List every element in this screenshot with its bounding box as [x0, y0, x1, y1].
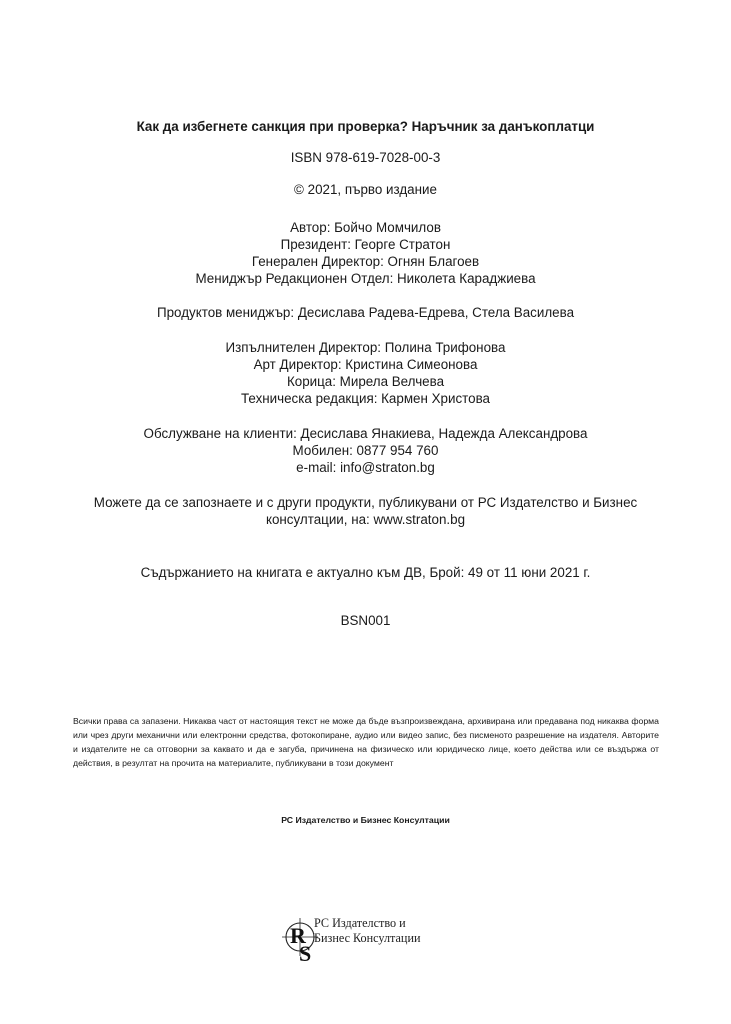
- book-title: Как да избегнете санкция при проверка? Наръчник за данъкоплатци: [136, 119, 595, 134]
- credit-president: Президент: Георге Стратон: [280, 237, 451, 252]
- email: e-mail: info@straton.bg: [296, 460, 435, 475]
- edition: © 2021, първо издание: [294, 182, 437, 197]
- rights-notice: Всички права са запазени. Никаква част от настоящия текст не може да бъде възпроизвеждана, архивирана или предавана под никаква форма или чрез други механични или електронни средства, фотокопиране, аудио или видео запис, без писменото разрешение на издателя. Авторите и издателите не са отговорни за каквато и да е загуба, причинена на физическо или юридическо лице, което действа или се въздържа от действия, в резултат на прочита на материалите, публикувани в този документ: [73, 716, 659, 768]
- credit-technical-editing: Техническа редакция: Кармен Христова: [240, 391, 490, 406]
- logo-line-2: Бизнес Консултации: [314, 931, 421, 945]
- credit-author: Автор: Бойчо Момчилов: [290, 220, 441, 235]
- svg-text:S: S: [299, 941, 312, 966]
- credit-cover: Корица: Мирела Велчева: [286, 374, 445, 389]
- credit-executive-director: Изпълнителен Директор: Полина Трифонова: [225, 340, 506, 355]
- product-managers: Продуктов мениджър: Десислава Радева-Едрева, Стела Василева: [156, 305, 575, 320]
- mobile-phone: Мобилен: 0877 954 760: [292, 443, 439, 458]
- logo-wordmark: [314, 916, 421, 946]
- svg-text:R: R: [290, 923, 306, 948]
- products-note-line-2: консултации, на: www.straton.bg: [265, 512, 466, 527]
- publisher-logo: [282, 912, 452, 966]
- isbn: ISBN 978-619-7028-00-3: [290, 150, 441, 165]
- customer-service: Обслужване на клиенти: Десислава Янакиева, Надежда Александрова: [143, 426, 588, 441]
- content-actuality: Съдържанието на книгата е актуално към ДВ, Брой: 49 от 11 юни 2021 г.: [140, 565, 591, 580]
- credit-art-director: Арт Директор: Кристина Симеонова: [253, 357, 478, 372]
- product-code: BSN001: [340, 613, 391, 628]
- logo-line-1: РС Издателство и: [314, 916, 406, 930]
- credit-general-director: Генерален Директор: Огнян Благоев: [251, 254, 480, 269]
- products-note-line-1: Можете да се запознаете и с други продукти, публикувани от РС Издателство и Бизнес: [93, 495, 638, 510]
- publisher-name: РС Издателство и Бизнес Консултации: [281, 815, 450, 825]
- credit-editorial-manager: Мениджър Редакционен Отдел: Николета Караджиева: [195, 271, 536, 286]
